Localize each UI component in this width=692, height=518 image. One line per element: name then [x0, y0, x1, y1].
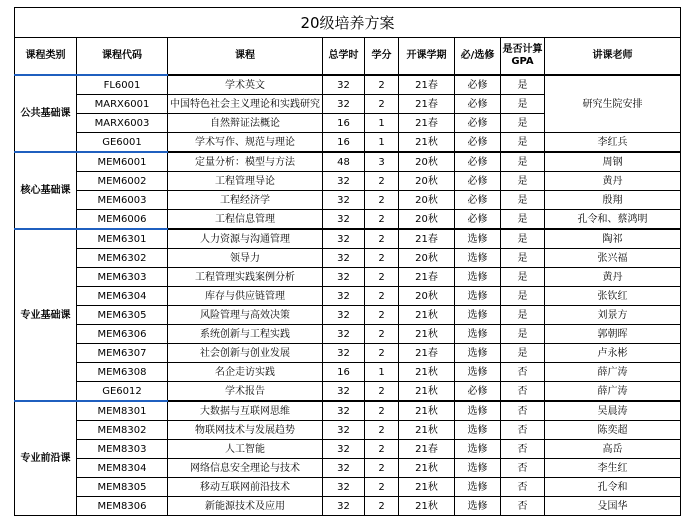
course-hours: 32	[323, 287, 365, 306]
course-code: MARX6001	[77, 95, 168, 114]
course-teacher: 刘景方	[545, 306, 681, 325]
course-gpa: 否	[501, 478, 545, 497]
course-name: 定量分析：模型与方法	[168, 152, 323, 172]
course-name: 网络信息安全理论与技术	[168, 459, 323, 478]
header-type: 必/选修	[455, 38, 501, 76]
course-name: 新能源技术及应用	[168, 497, 323, 516]
course-hours: 32	[323, 306, 365, 325]
course-gpa: 是	[501, 325, 545, 344]
table-row	[15, 229, 681, 249]
course-teacher: 薛广涛	[545, 363, 681, 382]
course-name: 风险管理与高效决策	[168, 306, 323, 325]
course-teacher: 孔令和	[545, 478, 681, 497]
course-code: MEM8303	[77, 440, 168, 459]
course-name: 大数据与互联网思维	[168, 401, 323, 421]
course-hours: 32	[323, 325, 365, 344]
course-teacher: 研究生院安排	[545, 75, 681, 133]
table-row	[15, 421, 681, 440]
course-code: MEM6305	[77, 306, 168, 325]
course-code: MEM8301	[77, 401, 168, 421]
course-term: 21春	[399, 114, 455, 133]
category-cell: 专业前沿课	[15, 401, 77, 516]
course-term: 21春	[399, 229, 455, 249]
course-gpa: 是	[501, 344, 545, 363]
course-hours: 32	[323, 210, 365, 230]
course-name: 自然辩证法概论	[168, 114, 323, 133]
course-name: 学术报告	[168, 382, 323, 402]
course-gpa: 是	[501, 95, 545, 114]
course-type: 选修	[455, 478, 501, 497]
course-gpa: 是	[501, 152, 545, 172]
course-credits: 2	[365, 249, 399, 268]
course-gpa: 否	[501, 440, 545, 459]
course-hours: 32	[323, 478, 365, 497]
course-credits: 1	[365, 114, 399, 133]
course-term: 20秋	[399, 249, 455, 268]
course-hours: 32	[323, 172, 365, 191]
course-credits: 2	[365, 287, 399, 306]
table-row	[15, 152, 681, 172]
course-term: 20秋	[399, 191, 455, 210]
course-term: 21秋	[399, 478, 455, 497]
course-hours: 32	[323, 249, 365, 268]
course-name: 人工智能	[168, 440, 323, 459]
table-title: 20级培养方案	[15, 8, 681, 38]
course-term: 21秋	[399, 401, 455, 421]
course-teacher: 高岳	[545, 440, 681, 459]
course-credits: 2	[365, 478, 399, 497]
course-teacher: 李红兵	[545, 133, 681, 153]
curriculum-sheet	[14, 7, 680, 516]
course-code: MEM8306	[77, 497, 168, 516]
course-term: 21春	[399, 95, 455, 114]
course-credits: 2	[365, 210, 399, 230]
course-credits: 2	[365, 344, 399, 363]
course-credits: 2	[365, 325, 399, 344]
course-gpa: 是	[501, 133, 545, 153]
header-category: 课程类别	[15, 38, 77, 76]
course-type: 必修	[455, 152, 501, 172]
course-code: FL6001	[77, 75, 168, 95]
course-code: MEM6301	[77, 229, 168, 249]
course-term: 21秋	[399, 325, 455, 344]
course-teacher: 陶祁	[545, 229, 681, 249]
course-name: 人力资源与沟通管理	[168, 229, 323, 249]
course-teacher: 陈奕超	[545, 421, 681, 440]
course-credits: 1	[365, 133, 399, 153]
course-credits: 3	[365, 152, 399, 172]
table-row	[15, 478, 681, 497]
course-gpa: 是	[501, 306, 545, 325]
course-credits: 2	[365, 172, 399, 191]
course-teacher: 殷翔	[545, 191, 681, 210]
course-hours: 32	[323, 459, 365, 478]
course-term: 21秋	[399, 497, 455, 516]
course-teacher: 张钦红	[545, 287, 681, 306]
header-teacher: 讲课老师	[545, 38, 681, 76]
course-type: 选修	[455, 459, 501, 478]
course-teacher: 黄丹	[545, 172, 681, 191]
course-term: 21秋	[399, 382, 455, 402]
table-row	[15, 401, 681, 421]
course-name: 学术英文	[168, 75, 323, 95]
course-name: 移动互联网前沿技术	[168, 478, 323, 497]
table-row	[15, 191, 681, 210]
course-term: 21春	[399, 344, 455, 363]
course-gpa: 是	[501, 287, 545, 306]
course-gpa: 是	[501, 229, 545, 249]
course-gpa: 否	[501, 382, 545, 402]
table-row	[15, 440, 681, 459]
course-hours: 32	[323, 401, 365, 421]
course-gpa: 是	[501, 268, 545, 287]
category-cell: 专业基础课	[15, 229, 77, 401]
header-term: 开课学期	[399, 38, 455, 76]
course-code: MEM6302	[77, 249, 168, 268]
course-code: MEM6304	[77, 287, 168, 306]
course-credits: 1	[365, 363, 399, 382]
course-code: MEM8304	[77, 459, 168, 478]
table-row	[15, 344, 681, 363]
course-type: 必修	[455, 114, 501, 133]
table-row	[15, 459, 681, 478]
table-row	[15, 306, 681, 325]
course-type: 必修	[455, 75, 501, 95]
course-type: 选修	[455, 401, 501, 421]
course-code: MEM6002	[77, 172, 168, 191]
course-code: MEM6307	[77, 344, 168, 363]
course-hours: 32	[323, 229, 365, 249]
table-row	[15, 172, 681, 191]
table-row	[15, 325, 681, 344]
course-code: MEM6006	[77, 210, 168, 230]
course-code: MARX6003	[77, 114, 168, 133]
course-code: MEM8305	[77, 478, 168, 497]
course-teacher: 殳国华	[545, 497, 681, 516]
course-gpa: 是	[501, 75, 545, 95]
course-code: MEM6306	[77, 325, 168, 344]
course-type: 选修	[455, 306, 501, 325]
course-credits: 2	[365, 268, 399, 287]
course-teacher: 李生红	[545, 459, 681, 478]
course-term: 20秋	[399, 287, 455, 306]
course-term: 21春	[399, 75, 455, 95]
course-hours: 32	[323, 382, 365, 402]
table-row	[15, 268, 681, 287]
table-row	[15, 363, 681, 382]
course-type: 必修	[455, 172, 501, 191]
course-code: GE6012	[77, 382, 168, 402]
course-name: 系统创新与工程实践	[168, 325, 323, 344]
category-cell: 公共基础课	[15, 75, 77, 152]
course-teacher: 郭朝晖	[545, 325, 681, 344]
course-type: 选修	[455, 363, 501, 382]
course-name: 中国特色社会主义理论和实践研究	[168, 95, 323, 114]
course-type: 选修	[455, 249, 501, 268]
course-gpa: 否	[501, 459, 545, 478]
course-teacher: 吴晨涛	[545, 401, 681, 421]
course-hours: 32	[323, 497, 365, 516]
course-term: 21秋	[399, 459, 455, 478]
header-hours: 总学时	[323, 38, 365, 76]
course-name: 工程管理导论	[168, 172, 323, 191]
course-hours: 16	[323, 133, 365, 153]
course-type: 选修	[455, 268, 501, 287]
course-term: 20秋	[399, 152, 455, 172]
course-gpa: 是	[501, 191, 545, 210]
course-term: 20秋	[399, 172, 455, 191]
table-row	[15, 382, 681, 402]
table-row	[15, 133, 681, 153]
course-gpa: 否	[501, 401, 545, 421]
table-row	[15, 249, 681, 268]
course-gpa: 是	[501, 249, 545, 268]
course-name: 物联网技术与发展趋势	[168, 421, 323, 440]
course-name: 工程经济学	[168, 191, 323, 210]
table-row	[15, 210, 681, 230]
header-gpa: 是否计算GPA	[501, 38, 545, 76]
course-type: 选修	[455, 421, 501, 440]
course-gpa: 是	[501, 172, 545, 191]
course-type: 选修	[455, 325, 501, 344]
header-credits: 学分	[365, 38, 399, 76]
course-teacher: 周钢	[545, 152, 681, 172]
course-credits: 2	[365, 421, 399, 440]
course-code: MEM6303	[77, 268, 168, 287]
course-term: 21春	[399, 440, 455, 459]
course-credits: 2	[365, 229, 399, 249]
table-row	[15, 287, 681, 306]
course-type: 选修	[455, 287, 501, 306]
course-hours: 16	[323, 363, 365, 382]
course-teacher: 卢永彬	[545, 344, 681, 363]
course-term: 20秋	[399, 210, 455, 230]
course-teacher: 薛广涛	[545, 382, 681, 402]
course-gpa: 否	[501, 363, 545, 382]
course-type: 选修	[455, 344, 501, 363]
course-term: 21秋	[399, 306, 455, 325]
course-name: 库存与供应链管理	[168, 287, 323, 306]
course-term: 21秋	[399, 363, 455, 382]
course-gpa: 是	[501, 114, 545, 133]
course-hours: 32	[323, 440, 365, 459]
course-code: MEM6003	[77, 191, 168, 210]
course-type: 必修	[455, 382, 501, 402]
course-code: GE6001	[77, 133, 168, 153]
header-course: 课程	[168, 38, 323, 76]
curriculum-table	[14, 7, 681, 516]
course-name: 社会创新与创业发展	[168, 344, 323, 363]
course-teacher: 孔令和、蔡鸿明	[545, 210, 681, 230]
course-code: MEM8302	[77, 421, 168, 440]
course-code: MEM6001	[77, 152, 168, 172]
course-type: 必修	[455, 133, 501, 153]
course-credits: 2	[365, 440, 399, 459]
course-hours: 32	[323, 191, 365, 210]
course-teacher: 黄丹	[545, 268, 681, 287]
course-credits: 2	[365, 497, 399, 516]
course-name: 领导力	[168, 249, 323, 268]
course-term: 21春	[399, 268, 455, 287]
course-name: 学术写作、规范与理论	[168, 133, 323, 153]
course-gpa: 是	[501, 210, 545, 230]
table-row	[15, 497, 681, 516]
course-credits: 2	[365, 95, 399, 114]
course-name: 工程管理实践案例分析	[168, 268, 323, 287]
course-hours: 48	[323, 152, 365, 172]
course-gpa: 否	[501, 421, 545, 440]
course-hours: 32	[323, 95, 365, 114]
course-type: 选修	[455, 440, 501, 459]
course-type: 必修	[455, 191, 501, 210]
header-code: 课程代码	[77, 38, 168, 76]
course-credits: 2	[365, 191, 399, 210]
course-name: 工程信息管理	[168, 210, 323, 230]
course-credits: 2	[365, 459, 399, 478]
course-hours: 16	[323, 114, 365, 133]
course-code: MEM6308	[77, 363, 168, 382]
course-type: 选修	[455, 497, 501, 516]
course-hours: 32	[323, 344, 365, 363]
course-term: 21秋	[399, 421, 455, 440]
course-gpa: 否	[501, 497, 545, 516]
course-hours: 32	[323, 75, 365, 95]
table-row	[15, 75, 681, 95]
course-credits: 2	[365, 401, 399, 421]
course-type: 必修	[455, 210, 501, 230]
course-type: 必修	[455, 95, 501, 114]
course-term: 21秋	[399, 133, 455, 153]
course-hours: 32	[323, 421, 365, 440]
course-credits: 2	[365, 306, 399, 325]
course-type: 选修	[455, 229, 501, 249]
course-hours: 32	[323, 268, 365, 287]
course-name: 名企走访实践	[168, 363, 323, 382]
course-credits: 2	[365, 75, 399, 95]
course-credits: 2	[365, 382, 399, 402]
category-cell: 核心基础课	[15, 152, 77, 229]
course-teacher: 张兴福	[545, 249, 681, 268]
